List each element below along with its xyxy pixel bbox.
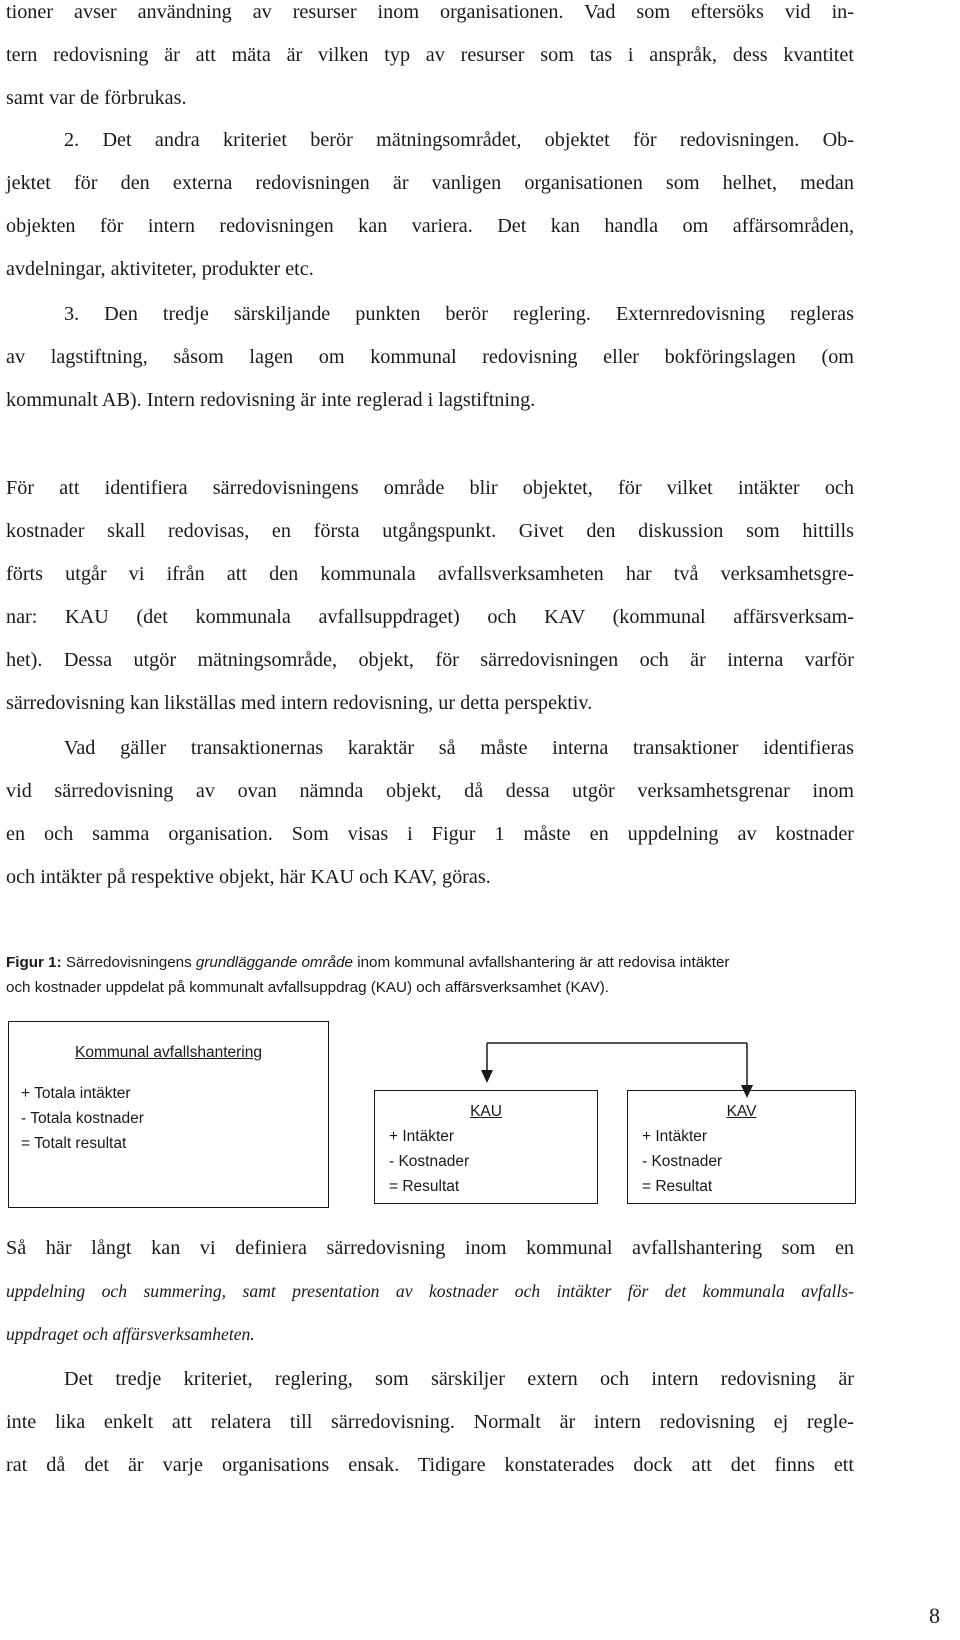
main-box-line: + Totala intäkter	[21, 1085, 131, 1102]
text-line: Det tredje kriteriet, reglering, som särskiljer extern och intern redovisning är	[64, 1368, 854, 1390]
kav-box-title: KAV	[726, 1103, 757, 1120]
kav-box-line: = Resultat	[642, 1178, 713, 1195]
text-line: nar: KAU (det kommunala avfallsuppdraget) och KAV (kommunal affärsverksam-	[6, 606, 854, 628]
kau-box	[374, 1090, 598, 1204]
main-box	[8, 1021, 329, 1208]
text-line: rat då det är varje organisations ensak. Tidigare konstaterades dock att det finns ett	[6, 1454, 854, 1476]
page-number: 8	[929, 1603, 940, 1628]
caption-text: inom kommunal avfallshantering är att redovisa intäkter	[352, 954, 730, 971]
text-line: kommunalt AB). Intern redovisning är inte reglerad i lagstiftning.	[6, 389, 536, 411]
caption-line-2: och kostnader uppdelat på kommunalt avfallsuppdrag (KAU) och affärsverksamhet (KAV).	[6, 979, 610, 996]
text-line: objekten för intern redovisningen kan variera. Det kan handla om affärsområden,	[6, 215, 854, 237]
arrow-head-kau	[481, 1070, 493, 1083]
text-line-italic: uppdraget och affärsverksamheten.	[6, 1324, 255, 1344]
text-line: kostnader skall redovisas, en första utgångspunkt. Givet den diskussion som hittills	[6, 520, 854, 542]
text-line: förts utgår vi ifrån att den kommunala avfallsverksamheten har två verksamhetsgre-	[6, 563, 854, 585]
text-line: Vad gäller transaktionernas karaktär så måste interna transaktioner identifieras	[64, 737, 854, 759]
kau-box-line: - Kostnader	[389, 1153, 470, 1170]
kau-box-title: KAU	[470, 1103, 502, 1120]
kav-box	[627, 1090, 856, 1204]
text-line: samt var de förbrukas.	[6, 87, 187, 109]
kav-box-line: + Intäkter	[642, 1128, 708, 1145]
main-box-line: = Totalt resultat	[21, 1135, 127, 1152]
text-line: en och samma organisation. Som visas i Figur 1 måste en uppdelning av kostnader	[6, 823, 854, 845]
text-line: 3. Den tredje särskiljande punkten berör reglering. Externredovisning regleras	[64, 303, 854, 325]
kau-box-line: + Intäkter	[389, 1128, 455, 1145]
text-line: tioner avser användning av resurser inom organisationen. Vad som eftersöks vid in-	[6, 1, 854, 23]
paragraph-7	[6, 1358, 854, 1487]
caption-label: Figur 1:	[6, 954, 62, 971]
caption-text: Särredovisningens	[61, 954, 196, 971]
text-line: särredovisning kan likställas med intern redovisning, ur detta perspektiv.	[6, 692, 593, 714]
text-line: het). Dessa utgör mätningsområde, objekt, för särredovisningen och är interna varför	[6, 649, 854, 671]
text-line: vid särredovisning av ovan nämnda objekt, då dessa utgör verksamhetsgrenar inom	[6, 780, 854, 802]
text-line: För att identifiera särredovisningens område blir objektet, för vilket intäkter och	[6, 477, 854, 499]
text-line: inte lika enkelt att relatera till särredovisning. Normalt är intern redovisning ej regle-	[6, 1411, 854, 1433]
text-line-italic: uppdelning och summering, samt presentation av kostnader och intäkter för det kommunala avfalls-	[6, 1281, 854, 1301]
kau-box-line: = Resultat	[389, 1178, 460, 1195]
caption-italic: grundläggande område	[195, 954, 353, 971]
text-line: Så här långt kan vi definiera särredovisning inom kommunal avfallshantering som en	[6, 1237, 854, 1259]
text-line: och intäkter på respektive objekt, här KAU och KAV, göras.	[6, 866, 491, 888]
main-box-line: - Totala kostnader	[21, 1110, 144, 1127]
main-box-title: Kommunal avfallshantering	[75, 1044, 262, 1061]
paragraph-6	[6, 1227, 854, 1356]
text-line: 2. Det andra kriteriet berör mätningsområdet, objektet för redovisningen. Ob-	[64, 129, 854, 151]
text-line: avdelningar, aktiviteter, produkter etc.	[6, 258, 314, 280]
text-line: tern redovisning är att mäta är vilken typ av resurser som tas i anspråk, dess kvantitet	[6, 44, 854, 66]
text-line: jektet för den externa redovisningen är vanligen organisationen som helhet, medan	[6, 172, 854, 194]
text-line: av lagstiftning, såsom lagen om kommunal redovisning eller bokföringslagen (om	[6, 346, 854, 368]
kav-box-line: - Kostnader	[642, 1153, 723, 1170]
